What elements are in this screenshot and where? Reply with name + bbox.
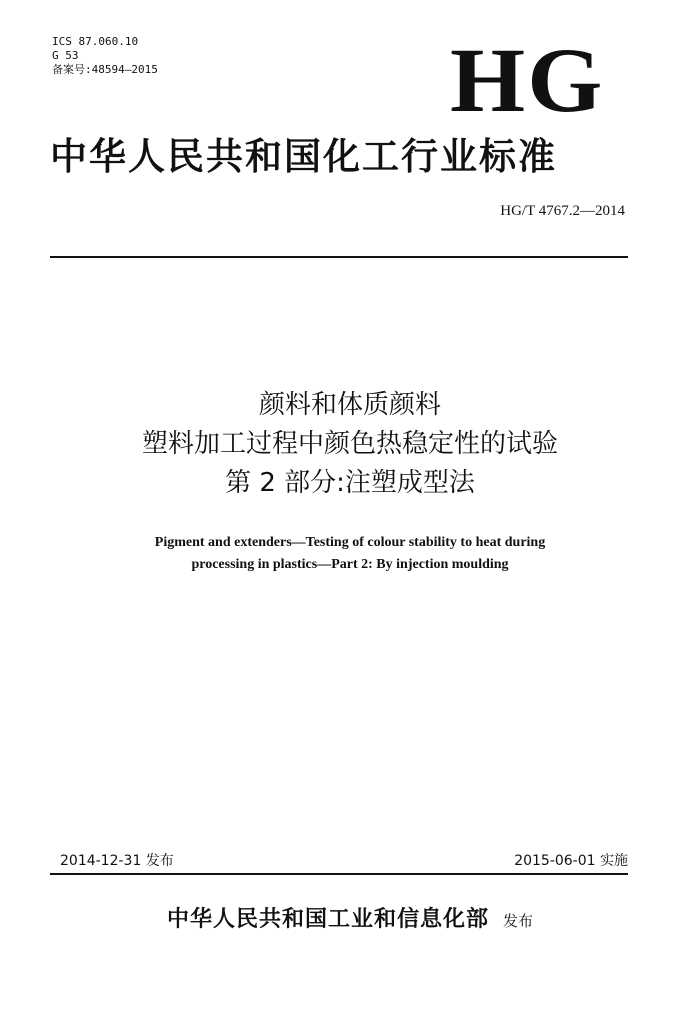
chinese-title-line: 颜料和体质颜料 [258, 390, 441, 420]
standard-category-title: 中华人民共和国化工行业标准 [50, 134, 557, 178]
top-divider [50, 256, 628, 258]
ccs-number: G 53 [52, 49, 79, 62]
standard-code: HG/T 4767.2—2014 [500, 203, 625, 219]
filing-number: 备案号:48594—2015 [52, 63, 158, 76]
chinese-title-line: 第 2 部分:注塑成型法 [225, 468, 475, 498]
ics-number: ICS 87.060.10 [52, 35, 139, 48]
issuer-line [60, 902, 640, 933]
english-title-line: processing in plastics—Part 2: By injection moulding [191, 557, 509, 572]
chinese-title-line: 塑料加工过程中颜色热稳定性的试验 [141, 429, 558, 459]
issuer-name: 中华人民共和国工业和信息化部 [166, 906, 489, 932]
hg-logo: HG [450, 29, 605, 131]
english-title-line: Pigment and extenders—Testing of colour stability to heat during [154, 535, 546, 550]
bottom-divider [50, 873, 628, 875]
implementation-date: 2015-06-01 实施 [514, 853, 628, 869]
issuer-verb: 发布 [503, 912, 534, 930]
issue-date: 2014-12-31 发布 [60, 853, 174, 869]
